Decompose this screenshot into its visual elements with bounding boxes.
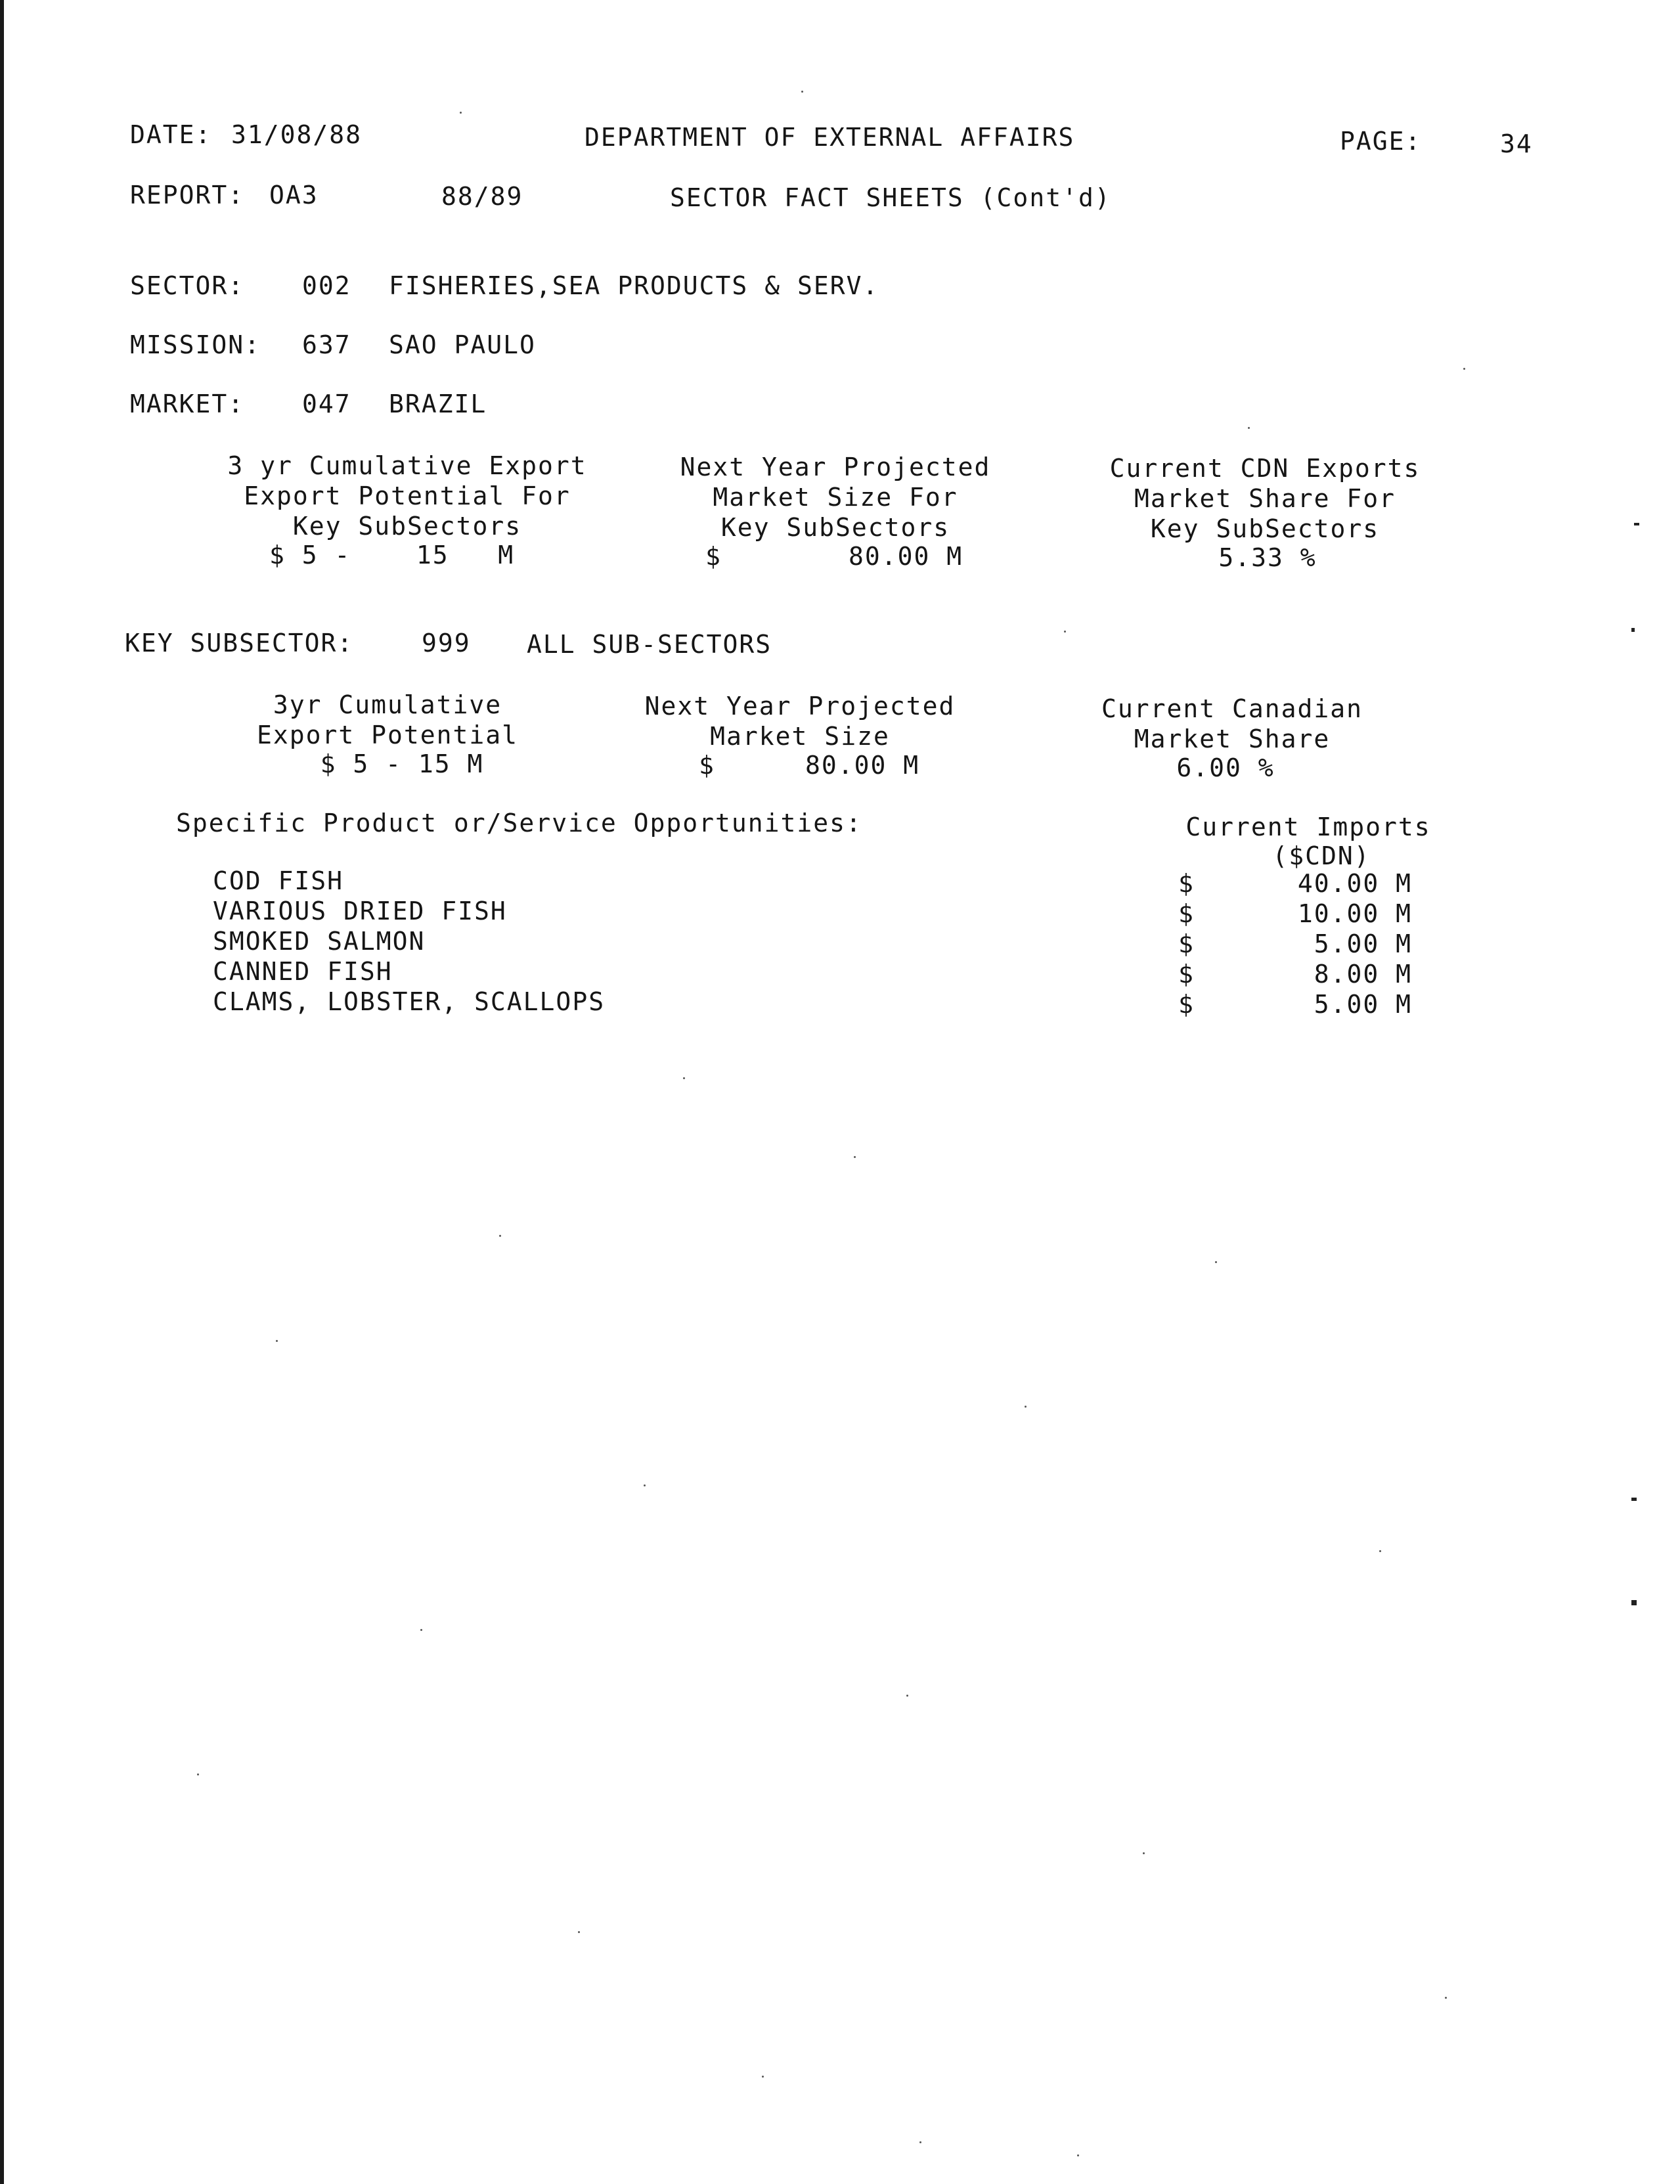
import-currency: $ [1178,869,1195,898]
summary-col2-line3: Key SubSectors [720,513,950,542]
product-name: SMOKED SALMON [213,927,426,956]
ks-col2-currency: $ [699,751,715,780]
import-currency: $ [1178,960,1195,989]
ks-col1-line1: 3yr Cumulative [273,690,502,719]
import-value: 5.00 M [1314,990,1412,1019]
fiscal-year: 88/89 [441,182,523,211]
market-code: 047 [302,390,351,418]
ks-col3-value: 6.00 % [1176,753,1275,782]
sector-label: SECTOR: [130,271,245,300]
ks-col1-value: $ 5 - 15 M [320,749,484,778]
summary-col3-line3: Key SubSectors [1150,514,1380,543]
summary-col1-line1: 3 yr Cumulative Export [227,451,587,480]
summary-col2-line2: Market Size For [713,483,958,512]
date-value: 31/08/88 [231,120,363,149]
import-value: 40.00 M [1297,869,1412,898]
ks-col1-line2: Export Potential [256,721,519,749]
ks-col2-value: 80.00 M [805,751,920,780]
ks-col2-line2: Market Size [710,722,890,751]
report-label: REPORT: [130,181,245,210]
key-subsector-code: 999 [422,629,471,657]
import-value: 5.00 M [1314,929,1412,958]
report-code: OA3 [269,181,319,210]
page-number: 34 [1500,129,1533,158]
sector-code: 002 [302,271,351,300]
page-label: PAGE: [1340,127,1422,156]
imports-unit: ($CDN) [1272,841,1371,870]
summary-col2-currency: $ [705,542,722,571]
market-label: MARKET: [130,390,245,418]
import-currency: $ [1178,899,1195,928]
ks-col3-line1: Current Canadian [1101,694,1363,723]
ks-col3-line2: Market Share [1134,724,1331,753]
market-name: BRAZIL [389,390,487,418]
report-title: SECTOR FACT SHEETS (Cont'd) [670,183,1111,212]
summary-col2-value: 80.00 M [849,542,963,571]
date-label: DATE: [130,120,212,149]
key-subsector-name: ALL SUB-SECTORS [527,630,772,659]
ks-col2-line1: Next Year Projected [644,692,956,721]
summary-col1-line2: Export Potential For [244,481,571,510]
summary-col3-line2: Market Share For [1134,484,1396,513]
sector-name: FISHERIES,SEA PRODUCTS & SERV. [389,271,879,300]
summary-col3-value: 5.33 % [1218,543,1317,572]
product-name: COD FISH [213,866,344,895]
mission-name: SAO PAULO [389,330,536,359]
import-value: 10.00 M [1297,899,1412,928]
product-name: CLAMS, LOBSTER, SCALLOPS [213,987,606,1016]
scan-left-edge [0,0,4,2184]
key-subsector-label: KEY SUBSECTOR: [125,629,354,657]
mission-label: MISSION: [130,330,261,359]
product-name: VARIOUS DRIED FISH [213,897,507,925]
summary-col1-value: $ 5 - 15 M [269,541,515,569]
summary-col1-line3: Key SubSectors [292,512,522,541]
import-currency: $ [1178,929,1195,958]
summary-col2-line1: Next Year Projected [680,453,991,481]
imports-heading: Current Imports [1185,813,1431,841]
import-currency: $ [1178,990,1195,1019]
import-value: 8.00 M [1314,960,1412,989]
mission-code: 637 [302,330,351,359]
product-name: CANNED FISH [213,957,393,986]
summary-col3-line1: Current CDN Exports [1109,454,1421,483]
opportunities-heading: Specific Product or/Service Opportunities: [176,809,862,837]
department-title: DEPARTMENT OF EXTERNAL AFFAIRS [585,123,1075,152]
